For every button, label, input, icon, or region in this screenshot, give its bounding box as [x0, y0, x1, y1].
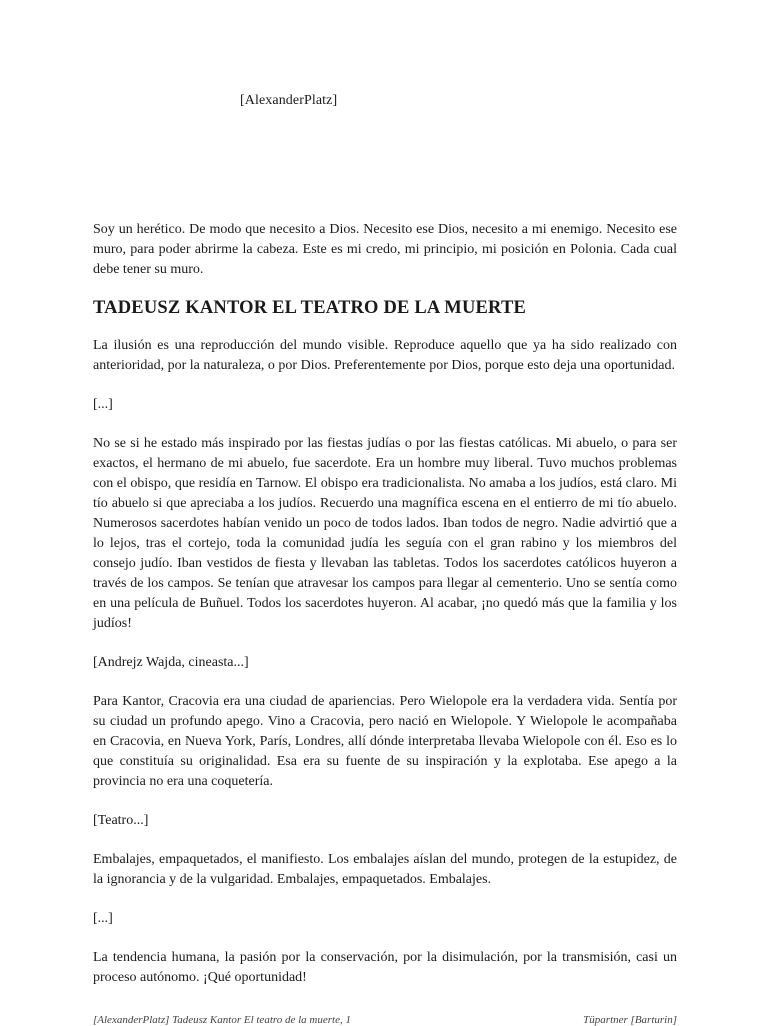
page-header: [AlexanderPlatz] — [240, 93, 338, 108]
paragraph-embalajes: Embalajes, empaquetados, el manifiesto. Los embalajes aíslan del mundo, protegen de la estupidez, de la ignorancia y de la vulgaridad. Embalajes, empaquetados. Embalajes. — [93, 852, 677, 887]
ellipsis-marker: [...] — [93, 911, 113, 926]
paragraph-illusion: La ilusión es una reproducción del mundo visible. Reproduce aquello que ya ha sido realizado con anterioridad, por la naturaleza, o por Dios. Preferentemente por Dios, porque esto deja una oportunidad. — [93, 338, 677, 373]
intro-paragraph: Soy un herético. De modo que necesito a Dios. Necesito ese Dios, necesito a mi enemigo. Necesito ese muro, para poder abrirme la cabeza. Este es mi credo, mi principio, mi posición en Polonia. Cada cual debe tener su muro. — [93, 222, 677, 277]
paragraph-grandfather: No se si he estado más inspirado por las fiestas judías o por las fiestas católicas. Mi abuelo, o para ser exactos, el hermano de mi abuelo, fue sacerdote. Era un hombre muy liberal. Tuvo muchos problemas con el obispo, que residía en Tarnow. El obispo era tradicionalista. No amaba a los judíos, está claro. Mi tío abuelo si que apreciaba a los judíos. Recuerdo una magnífica escena en el entierro de mi tío abuelo. Numerosos sacerdotes habían venido un poco de todos lados. Iban todos de negro. Nadie advirtió que a lo lejos, tras el cortejo, toda la comunidad judía les seguía con el gran rabino y los miembros del consejo judío. Iban vestidos de fiesta y llevaban las tabletas. Todos los sacerdotes católicos huyeron a través de los campos. Se tenían que atravesar los campos para llegar al cementerio. Uno se sentía como en una película de Buñuel. Todos los sacerdotes huyeron. Al acabar, ¡no quedó más que la familia y los judíos! — [93, 436, 677, 631]
attribution-teatro: [Teatro...] — [93, 813, 149, 828]
paragraph-tendencia: La tendencia humana, la pasión por la conservación, por la disimulación, por la transmisión, casi un proceso autónomo. ¡Qué oportunidad! — [93, 950, 677, 985]
ellipsis-marker: [...] — [93, 397, 113, 412]
footer-right: Tüpartner [Barturin] — [583, 1014, 677, 1026]
section-title: TADEUSZ KANTOR EL TEATRO DE LA MUERTE — [93, 298, 527, 318]
footer-left: [AlexanderPlatz] Tadeusz Kantor El teatro de la muerte, 1 — [93, 1014, 351, 1026]
attribution-wajda: [Andrejz Wajda, cineasta...] — [93, 655, 249, 670]
paragraph-cracovia: Para Kantor, Cracovia era una ciudad de apariencias. Pero Wielopole era la verdadera vida. Sentía por su ciudad un profundo apego. Vino a Cracovia, pero nació en Wielopole. Y Wielopole le acompañaba en Cracovia, en Nueva York, París, Londres, allí dónde interpretaba llevaba Wielopole con él. Eso es lo que constituía su originalidad. Esa era su fuente de su inspiración y la explotaba. Ese apego a la provincia no era una coquetería. — [93, 694, 677, 789]
document-body — [93, 220, 677, 1007]
